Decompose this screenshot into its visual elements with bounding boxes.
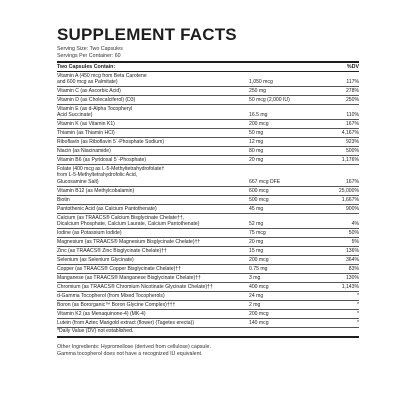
nutrient-amount: 200 mcg (249, 121, 269, 128)
nutrient-amount: 16.5 mg (249, 112, 268, 119)
nutrient-row (57, 283, 359, 292)
nutrient-row (57, 96, 359, 105)
nutrient-dv: * (357, 301, 359, 308)
daily-value-note: *Daily Value (DV) not established. (57, 328, 359, 338)
nutrient-name: Copper (as TRAACS® Copper Bisglycinate Chelate)†† (57, 265, 181, 272)
nutrient-amount: 140 mcg (249, 319, 269, 326)
header-dv: %DV (346, 64, 359, 70)
nutrient-amount: 12 mg (249, 139, 264, 146)
nutrient-name: Vitamin A (450 mcg from Beta Carotene and 600 mcg as Palmitate) (57, 72, 147, 86)
nutrient-name: Vitamin K2 (as Menaquinone-4) (MK-4) (57, 310, 146, 317)
nutrient-row (57, 319, 359, 328)
nutrient-dv: 923% (345, 139, 359, 146)
nutrient-dv: 117% (346, 79, 359, 86)
nutrient-row (57, 256, 359, 265)
nutrient-amount: 3 mg (249, 274, 261, 281)
nutrient-row (57, 138, 359, 147)
nutrient-name: Vitamin E (as d-Alpha Tocopheryl Acid Succinate) (57, 106, 133, 119)
nutrient-name: Zinc (as TRAACS® Zinc Bisglycinate Chelate)†† (57, 247, 167, 254)
nutrient-dv: 500% (345, 148, 359, 155)
nutrient-dv: 1,176% (341, 157, 359, 164)
nutrient-amount: 667 mcg DFE (249, 178, 281, 185)
nutrient-row (57, 87, 359, 96)
nutrient-amount: 20 mg (249, 238, 264, 245)
nutrient-amount: 15 mg (249, 247, 264, 254)
nutrient-row (57, 274, 359, 283)
header-contains: Two Capsules Contain: (57, 64, 116, 70)
nutrient-name: Vitamin B12 (as Methylcobalamin) (57, 187, 135, 194)
nutrient-amount: 80 mg (249, 148, 264, 155)
nutrient-dv: 4,167% (341, 130, 359, 137)
nutrient-row (57, 105, 359, 120)
nutrient-name: Vitamin C (as Ascorbic Acid) (57, 88, 121, 95)
label-title: SUPPLEMENT FACTS (57, 25, 237, 44)
nutrient-name: Iodine (as Potassium Iodide) (57, 229, 122, 236)
nutrient-amount: 75 mcg (249, 229, 266, 236)
nutrient-name: Vitamin D (as Cholecalciferol) (D3) (57, 97, 136, 104)
nutrient-amount: 52 mg (249, 220, 264, 227)
nutrient-amount: 500 mcg (249, 196, 269, 203)
nutrient-rows (57, 72, 359, 328)
nutrient-name: Pantothenic Acid (as Calcium Pantothenate) (57, 205, 157, 212)
nutrient-row (57, 292, 359, 301)
nutrient-dv: 25,000% (338, 187, 359, 194)
nutrient-dv: 50% (348, 229, 359, 236)
nutrient-amount: 400 mcg (249, 283, 269, 290)
nutrient-dv: * (357, 292, 359, 299)
nutrient-name: Biotin (57, 196, 70, 203)
nutrient-name: Lutein (from Aztec Marigold extract (flower) (Tagetes erecta)) (57, 319, 195, 326)
nutrient-row (57, 214, 359, 229)
nutrient-name: Vitamin K (as Vitamin K1) (57, 121, 115, 128)
nutrient-row (57, 120, 359, 129)
nutrient-dv: 130% (345, 274, 359, 281)
nutrient-name: Selenium (as Selenium Glycinate) (57, 256, 134, 263)
nutrient-amount: 2 mg (249, 301, 261, 308)
nutrient-name: Vitamin B6 (as Pyridoxal 5´-Phosphate) (57, 157, 147, 164)
nutrient-dv: 83% (348, 265, 359, 272)
nutrient-amount: 0.75 mg (249, 265, 268, 272)
supplement-facts-label (57, 26, 359, 358)
nutrient-dv: 167% (345, 121, 359, 128)
nutrient-name: Magnesium (as TRAACS® Magnesium Bisglycinate Chelate)†† (57, 238, 201, 245)
nutrient-row (57, 196, 359, 205)
nutrient-row (57, 229, 359, 238)
nutrient-dv: 136% (345, 247, 359, 254)
gamma-tocopherol-note: Gamma tocopherol does not have a recognized IU equivalent. (57, 350, 203, 357)
nutrient-name: Folate (400 mcg as L-5-Methyltetrahydrofolate† from L-5-Methyltetrahydrofolic Acid, Glucosamine Salt) (57, 166, 165, 185)
nutrient-amount: 50 mcg (2,000 IU) (249, 97, 290, 104)
nutrient-dv: 5% (351, 238, 359, 245)
nutrient-amount: 20 mg (249, 157, 264, 164)
serving-size: Serving Size: Two Capsules (57, 46, 123, 52)
nutrient-dv: 167% (345, 178, 359, 185)
nutrient-row (57, 129, 359, 138)
nutrient-name: Chromium (as TRAACS® Chromium Nicotinate Glycinate Chelate)†† (57, 283, 213, 290)
nutrient-row (57, 156, 359, 165)
nutrient-row (57, 72, 359, 87)
nutrient-row (57, 187, 359, 196)
nutrient-amount: 1,050 mcg (249, 79, 273, 86)
nutrient-dv: 110% (346, 112, 359, 119)
nutrient-dv: * (357, 319, 359, 326)
nutrient-dv: 1,667% (341, 196, 359, 203)
other-ingredients-text: Other Ingredients: Hypromellose (derived from cellulose) capsule. (57, 343, 211, 350)
nutrient-amount: 45 mg (249, 205, 264, 212)
nutrient-dv: 250% (345, 97, 359, 104)
nutrient-name: Riboflavin (as Riboflavin 5´-Phosphate Sodium) (57, 139, 165, 146)
nutrient-name: Manganese (as TRAACS® Manganese Bisglycinate Chelate)†† (57, 274, 201, 281)
nutrient-amount: 24 mg (249, 292, 264, 299)
other-ingredients (57, 344, 359, 358)
nutrient-name: Thiamin (as Thiamin HCl) (57, 130, 115, 137)
column-header (57, 63, 359, 71)
nutrient-dv: 364% (345, 256, 359, 263)
nutrient-row (57, 165, 359, 186)
nutrient-amount: 600 mcg (249, 187, 269, 194)
nutrient-row (57, 301, 359, 310)
nutrient-dv: * (357, 310, 359, 317)
nutrient-row (57, 247, 359, 256)
nutrient-name: Niacin (as Niacinamide) (57, 148, 111, 155)
nutrient-dv: 278% (345, 88, 359, 95)
nutrient-dv: 900% (345, 205, 359, 212)
servings-per-container: Servings Per Container: 60 (57, 53, 121, 59)
nutrient-amount: 250 mg (249, 88, 266, 95)
nutrient-amount: 200 mcg (249, 310, 269, 317)
nutrient-amount: 200 mcg (249, 256, 269, 263)
nutrient-row (57, 147, 359, 156)
nutrient-row (57, 265, 359, 274)
nutrient-dv: 4% (351, 220, 359, 227)
nutrient-name: Calcium (as TRAACS® Calcium Bisglycinate Chelate††, Dicalcium Phosphate, Calcium Laurate, Calcium Pantothenate) (57, 214, 200, 227)
nutrient-name: d-Gamma Tocopherol (from Mixed Tocopherols) (57, 292, 165, 299)
nutrient-name: Boron (as Bororganic™ Boron Glycine Complex)††† (57, 301, 176, 308)
nutrient-row (57, 238, 359, 247)
nutrient-row (57, 205, 359, 214)
nutrient-row (57, 310, 359, 319)
nutrient-dv: 1,143% (341, 283, 359, 290)
nutrient-amount: 50 mg (249, 130, 264, 137)
